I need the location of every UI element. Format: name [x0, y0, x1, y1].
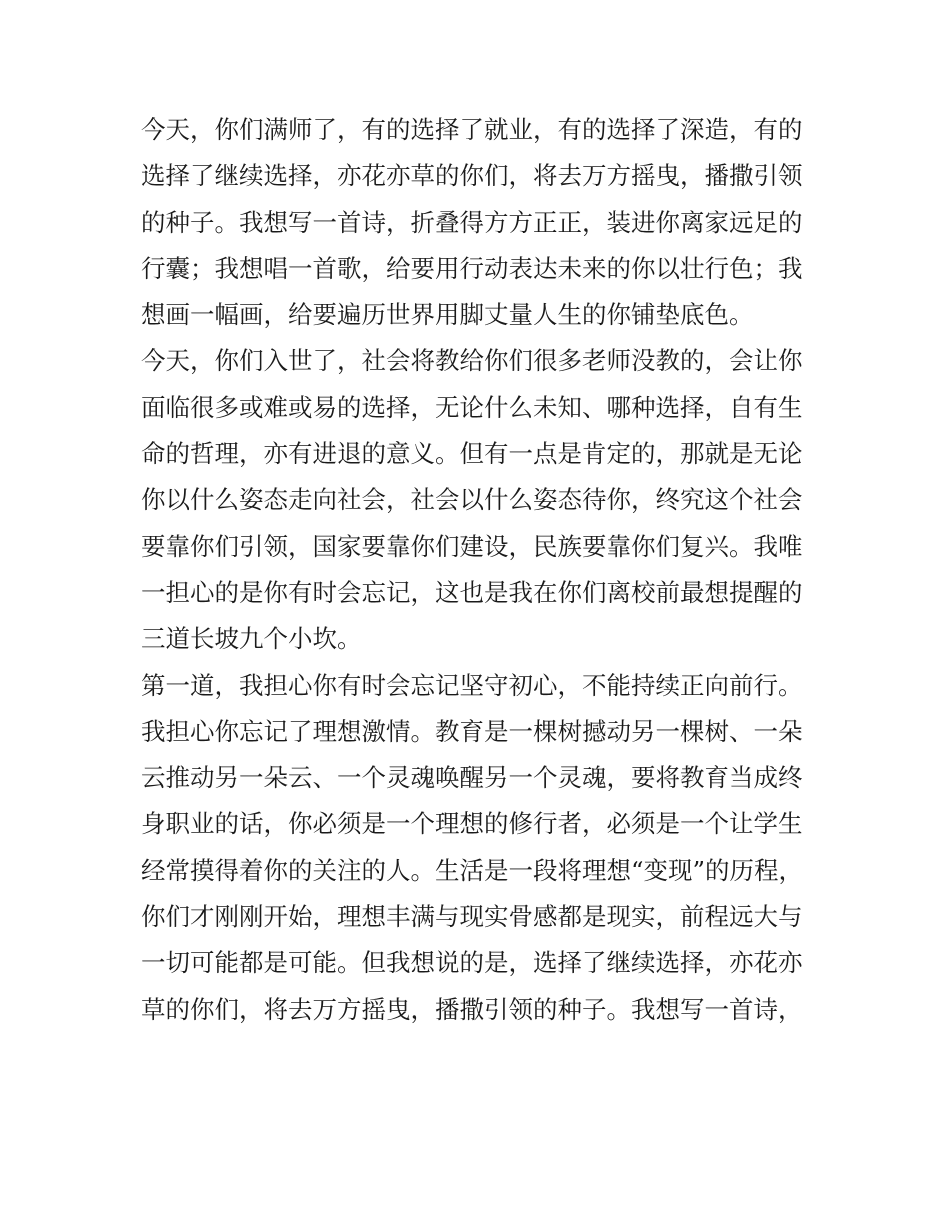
text-line: 的种子。我想写一首诗，折叠得方方正正，装进你离家远足的 — [141, 207, 803, 237]
text-line: 命的哲理，亦有进退的意义。但有一点是肯定的，那就是无论 — [141, 439, 803, 469]
text-line: 今天，你们满师了，有的选择了就业，有的选择了深造，有的 — [141, 115, 803, 144]
text-line: 想画一幅画，给要遍历世界用脚丈量人生的你铺垫底色。 — [141, 300, 754, 330]
text-line: 云推动另一朵云、一个灵魂唤醒另一个灵魂，要将教育当成终 — [141, 763, 803, 793]
text-line: 身职业的话，你必须是一个理想的修行者，必须是一个让学生 — [141, 809, 803, 839]
text-line: 一担心的是你有时会忘记，这也是我在你们离校前最想提醒的 — [141, 577, 803, 607]
body-text — [141, 107, 821, 1033]
text-line: 选择了继续选择，亦花亦草的你们，将去万方摇曳，播撒引领 — [141, 161, 803, 191]
text-line: 经常摸得着你的关注的人。生活是一段将理想“变现”的历程， — [141, 855, 804, 885]
text-line: 一切可能都是可能。但我想说的是，选择了继续选择，亦花亦 — [141, 948, 803, 978]
text-line: 要靠你们引领，国家要靠你们建设，民族要靠你们复兴。我唯 — [141, 531, 803, 561]
text-line: 三道长坡九个小坎。 — [141, 624, 362, 654]
text-line: 今天，你们入世了，社会将教给你们很多老师没教的，会让你 — [141, 346, 803, 376]
text-line: 草的你们，将去万方摇曳，播撒引领的种子。我想写一首诗， — [141, 994, 803, 1024]
text-line: 我担心你忘记了理想激情。教育是一棵树撼动另一棵树、一朵 — [141, 716, 803, 746]
text-line: 行囊；我想唱一首歌，给要用行动表达未来的你以壮行色；我 — [141, 253, 803, 283]
text-line: 第一道，我担心你有时会忘记坚守初心，不能持续正向前行。 — [141, 670, 803, 700]
text-line: 你们才刚刚开始，理想丰满与现实骨感都是现实，前程远大与 — [141, 902, 803, 932]
text-line: 你以什么姿态走向社会，社会以什么姿态待你，终究这个社会 — [141, 485, 803, 515]
text-line: 面临很多或难或易的选择，无论什么未知、哪种选择，自有生 — [141, 392, 803, 422]
